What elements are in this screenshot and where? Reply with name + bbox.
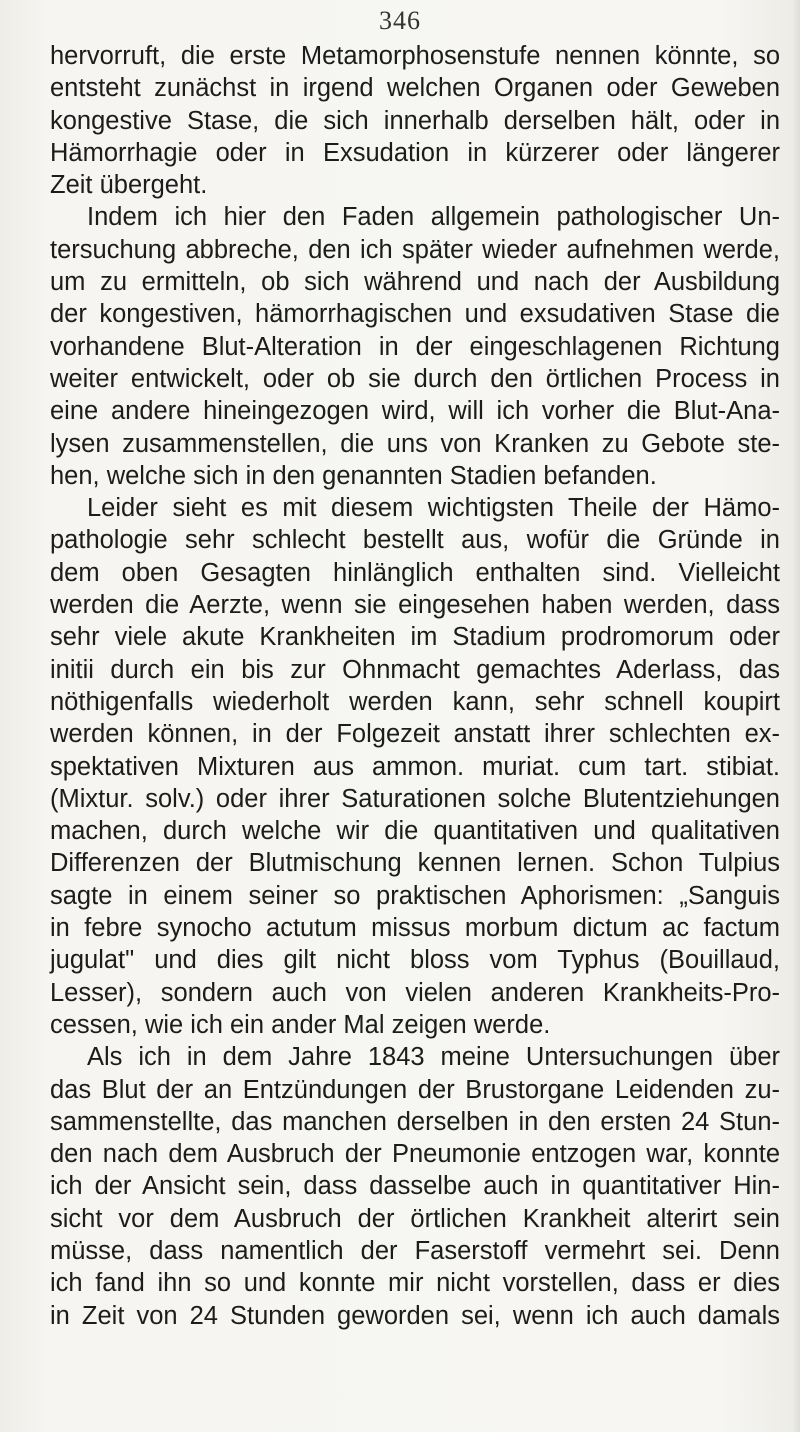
text-line: Lesser), sondern auch von vielen anderen Krankheits-Pro- bbox=[50, 978, 780, 1007]
text-line: vorhandene Blut-Alteration in der eingeschlagenen Richtung bbox=[50, 332, 780, 361]
text-line: müsse, dass namentlich der Faserstoff vermehrt sei. Denn bbox=[50, 1236, 780, 1265]
text-line: nöthigenfalls wiederholt werden kann, sehr schnell koupirt bbox=[50, 687, 780, 716]
text-line: sammenstellte, das manchen derselben in den ersten 24 Stun- bbox=[50, 1107, 780, 1136]
text-line: spektativen Mixturen aus ammon. muriat. cum tart. stibiat. bbox=[50, 752, 780, 781]
text-line: Hämorrhagie oder in Exsudation in kürzerer oder längerer bbox=[50, 138, 780, 167]
body-text bbox=[50, 40, 780, 1332]
text-line: ich fand ihn so und konnte mir nicht vorstellen, dass er dies bbox=[50, 1269, 780, 1298]
text-line: dem oben Gesagten hinlänglich enthalten sind. Vielleicht bbox=[50, 558, 780, 587]
text-line: den nach dem Ausbruch der Pneumonie entzogen war, konnte bbox=[50, 1140, 780, 1169]
text-line: der kongestiven, hämorrhagischen und exsudativen Stase die bbox=[50, 300, 780, 329]
text-line: lysen zusammenstellen, die uns von Kranken zu Gebote ste- bbox=[50, 429, 780, 458]
text-line: cessen, wie ich ein ander Mal zeigen werde. bbox=[50, 1010, 551, 1039]
text-line: eine andere hineingezogen wird, will ich vorher die Blut-Ana- bbox=[50, 397, 780, 426]
text-line: pathologie sehr schlecht bestellt aus, wofür die Gründe in bbox=[50, 526, 780, 555]
text-line: (Mixtur. solv.) oder ihrer Saturationen solche Blutentziehungen bbox=[50, 784, 780, 813]
text-line: entsteht zunächst in irgend welchen Organen oder Geweben bbox=[50, 74, 780, 103]
text-line: sehr viele akute Krankheiten im Stadium prodromorum oder bbox=[50, 623, 780, 652]
text-line: weiter entwickelt, oder ob sie durch den örtlichen Process in bbox=[50, 364, 780, 393]
text-line: ich der Ansicht sein, dass dasselbe auch in quantitativer Hin- bbox=[50, 1172, 780, 1201]
text-line: initii durch ein bis zur Ohnmacht gemachtes Aderlass, das bbox=[50, 655, 780, 684]
text-line: Differenzen der Blutmischung kennen lernen. Schon Tulpius bbox=[50, 849, 780, 878]
text-line: in Zeit von 24 Stunden geworden sei, wenn ich auch damals bbox=[50, 1301, 780, 1330]
text-line: kongestive Stase, die sich innerhalb derselben hält, oder in bbox=[50, 106, 780, 135]
paragraph-start-line: Leider sieht es mit diesem wichtigsten Theile der Hämo- bbox=[87, 494, 780, 523]
text-line: jugulat" und dies gilt nicht bloss vom Typhus (Bouillaud, bbox=[50, 946, 780, 975]
text-line: sicht vor dem Ausbruch der örtlichen Krankheit alterirt sein bbox=[50, 1204, 780, 1233]
text-line: werden können, in der Folgezeit anstatt ihrer schlechten ex- bbox=[50, 720, 780, 749]
paragraph-start-line: Als ich in dem Jahre 1843 meine Untersuchungen über bbox=[87, 1043, 780, 1072]
paragraph-start-line: Indem ich hier den Faden allgemein pathologischer Un- bbox=[87, 203, 780, 232]
text-line: sagte in einem seiner so praktischen Aphorismen: „Sanguis bbox=[50, 881, 780, 910]
page-number: 346 bbox=[379, 6, 421, 35]
text-line: um zu ermitteln, ob sich während und nach der Ausbildung bbox=[50, 268, 780, 297]
text-line: Zeit übergeht. bbox=[50, 171, 208, 200]
page-edge-shadow bbox=[792, 0, 800, 1432]
text-line: das Blut der an Entzündungen der Brustorgane Leidenden zu- bbox=[50, 1075, 780, 1104]
text-line: machen, durch welche wir die quantitativen und qualitativen bbox=[50, 817, 780, 846]
text-line: tersuchung abbreche, den ich später wieder aufnehmen werde, bbox=[50, 235, 780, 264]
text-line: hervorruft, die erste Metamorphosenstufe nennen könnte, so bbox=[50, 42, 780, 70]
text-line: hen, welche sich in den genannten Stadien befanden. bbox=[50, 461, 657, 490]
text-line: in febre synocho actutum missus morbum dictum ac factum bbox=[50, 914, 780, 943]
text-line: werden die Aerzte, wenn sie eingesehen haben werden, dass bbox=[50, 591, 780, 620]
